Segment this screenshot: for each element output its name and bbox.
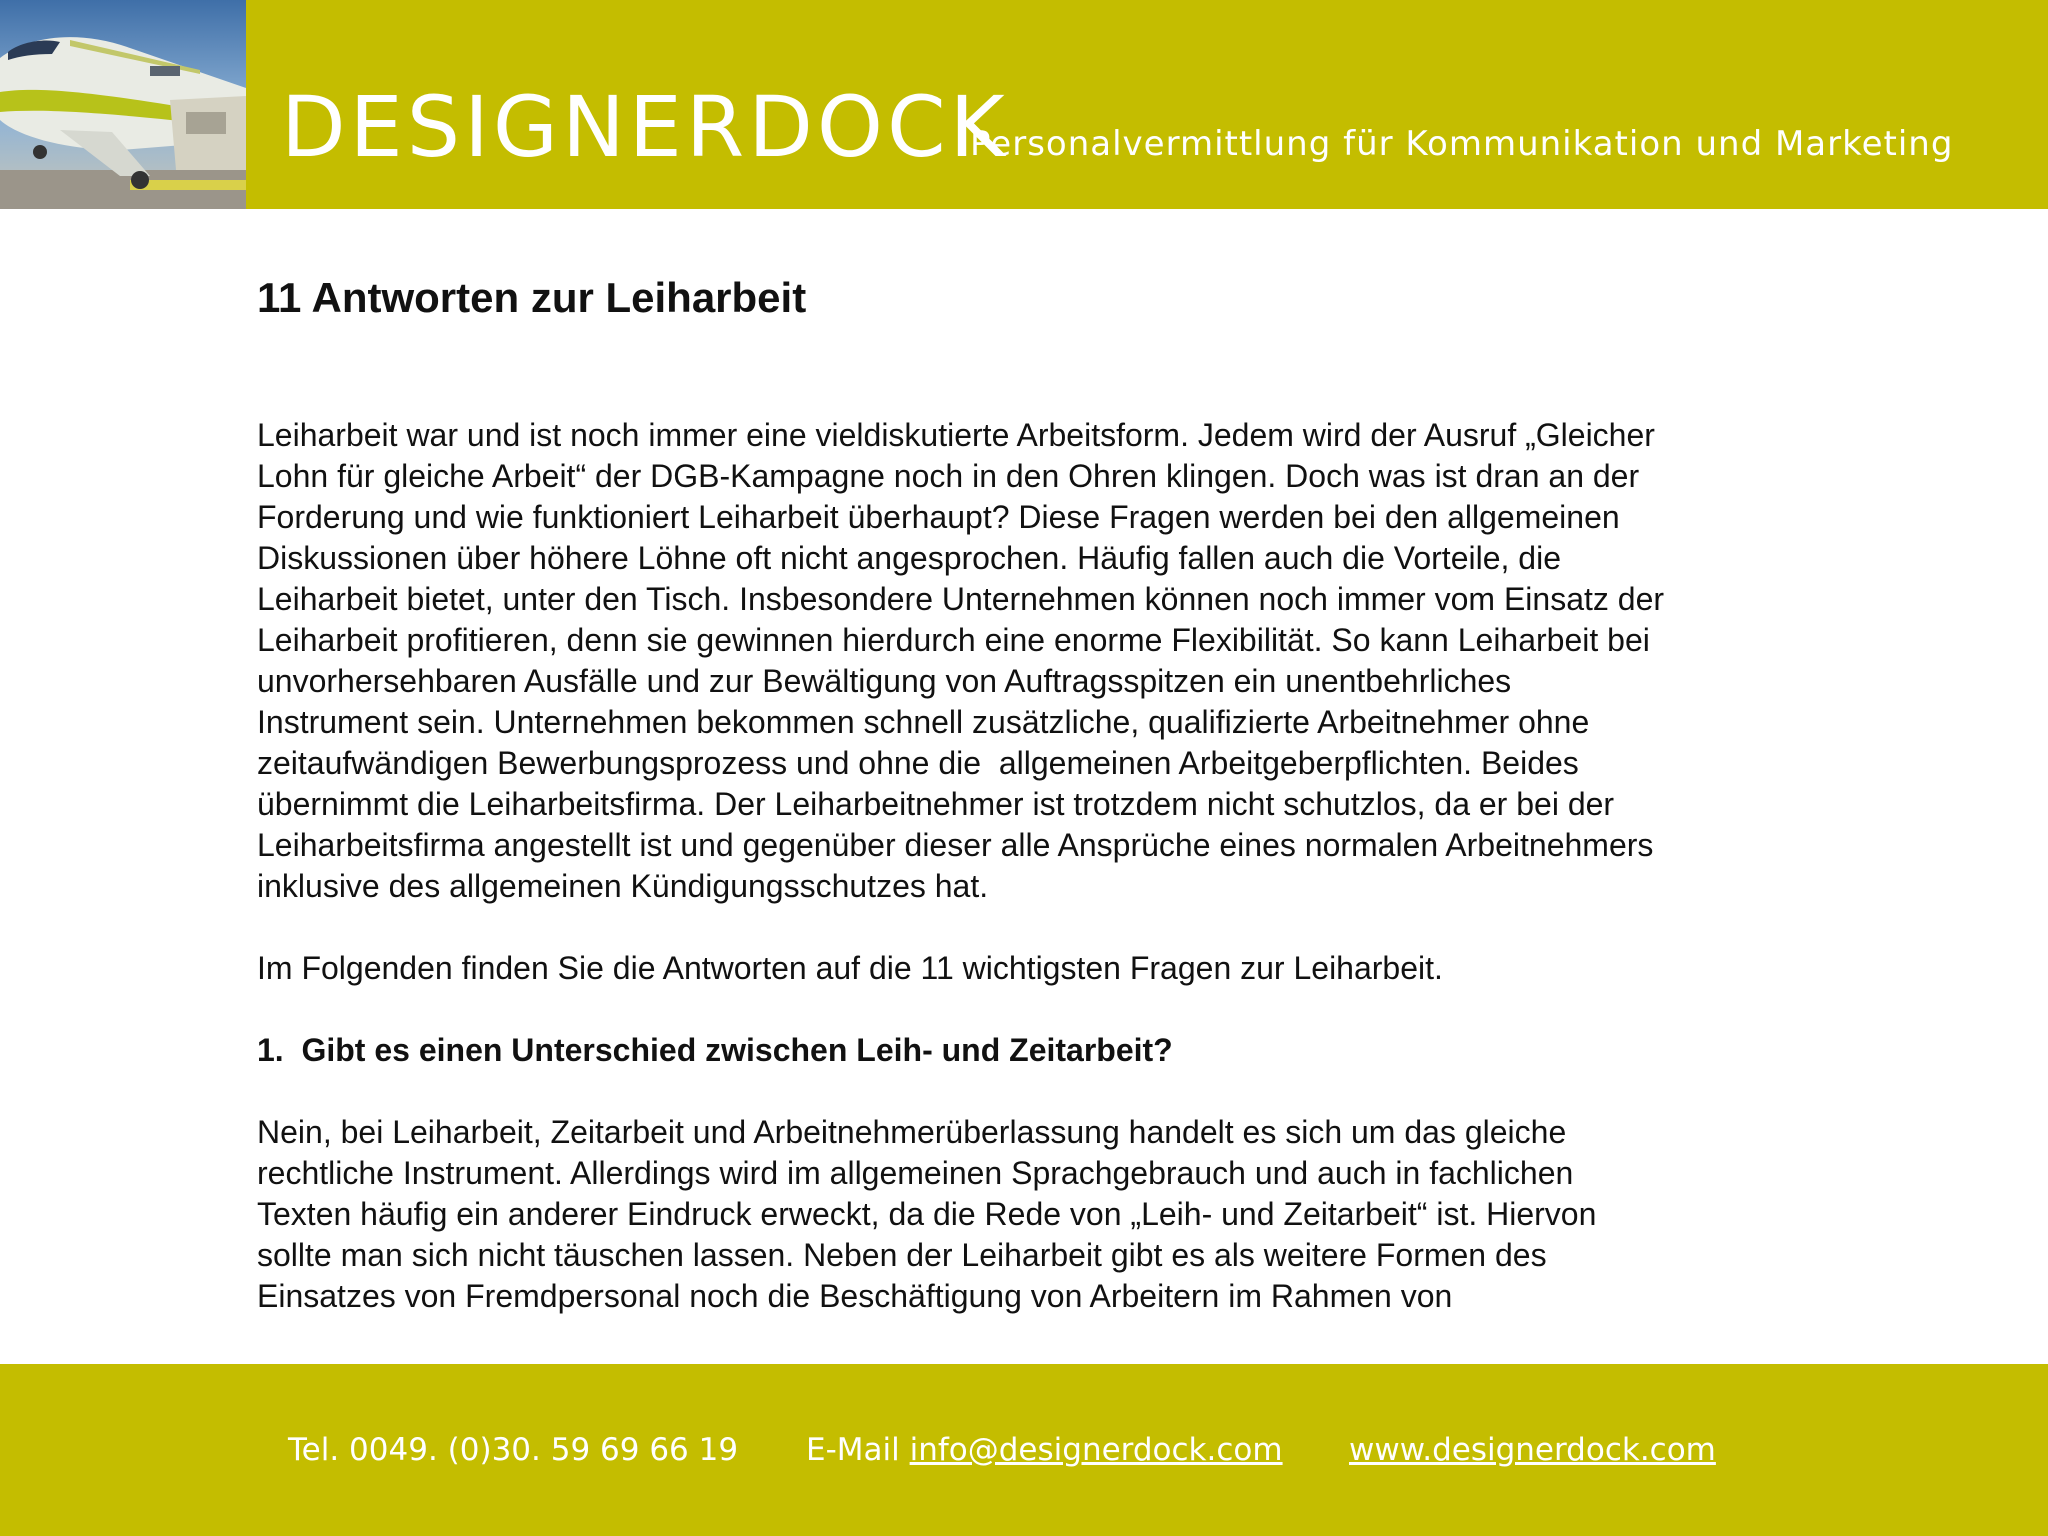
airplane-logo-image	[0, 0, 246, 209]
question-text: Gibt es einen Unterschied zwischen Leih- und Zeitarbeit?	[301, 1032, 1173, 1068]
document-title: 11 Antworten zur Leiharbeit	[257, 274, 807, 321]
question-heading	[257, 1030, 1917, 1071]
paragraph-line: Lohn für gleiche Arbeit“ der DGB-Kampagne noch in den Ohren klingen. Doch was ist dran an der	[257, 458, 1640, 494]
answer-paragraph	[257, 1112, 1917, 1317]
paragraph-line: rechtliche Instrument. Allerdings wird im allgemeinen Sprachgebrauch und auch in fachlichen	[257, 1155, 1574, 1191]
paragraph-line: übernimmt die Leiharbeitsfirma. Der Leiharbeitnehmer ist trotzdem nicht schutzlos, da er bei der	[257, 786, 1615, 822]
footer-phone: Tel. 0049. (0)30. 59 69 66 19	[288, 1432, 739, 1468]
paragraph-line: Nein, bei Leiharbeit, Zeitarbeit und Arbeitnehmerüberlassung handelt es sich um das gleiche	[257, 1114, 1567, 1150]
paragraph-line: Instrument sein. Unternehmen bekommen schnell zusätzliche, qualifizierte Arbeitnehmer ohne	[257, 704, 1590, 740]
paragraph-line: Leiharbeit war und ist noch immer eine vieldiskutierte Arbeitsform. Jedem wird der Ausruf „Gleicher	[257, 417, 1655, 453]
footer-website	[1349, 1430, 1716, 1470]
paragraph-line: Diskussionen über höhere Löhne oft nicht angesprochen. Häufig fallen auch die Vorteile, die	[257, 540, 1561, 576]
footer-email-label: E-Mail	[806, 1432, 900, 1468]
page-header	[0, 0, 2048, 209]
document-body	[257, 415, 1917, 1317]
footer-email-link[interactable]: info@designerdock.com	[909, 1432, 1283, 1468]
paragraph-line: unvorhersehbaren Ausfälle und zur Bewältigung von Auftragsspitzen ein unentbehrliches	[257, 663, 1512, 699]
brand-logo-text: DESIGNERDOCK	[281, 78, 1009, 176]
brand-tagline: Personalvermittlung für Kommunikation und Marketing	[970, 124, 1954, 164]
paragraph-line: inklusive des allgemeinen Kündigungsschutzes hat.	[257, 868, 989, 904]
paragraph-line: Leiharbeit bietet, unter den Tisch. Insbesondere Unternehmen können noch immer vom Einsatz der	[257, 581, 1665, 617]
question-number: 1.	[257, 1032, 284, 1068]
paragraph-spacer	[257, 1071, 1917, 1112]
paragraph-line: Leiharbeit profitieren, denn sie gewinnen hierdurch eine enorme Flexibilität. So kann Leiharbeit bei	[257, 622, 1650, 658]
paragraph-line: Forderung und wie funktioniert Leiharbeit überhaupt? Diese Fragen werden bei den allgemeinen	[257, 499, 1620, 535]
paragraph-line: Leiharbeitsfirma angestellt ist und gegenüber dieser alle Ansprüche eines normalen Arbeitnehmers	[257, 827, 1654, 863]
lead-in-paragraph: Im Folgenden finden Sie die Antworten auf die 11 wichtigsten Fragen zur Leiharbeit.	[257, 950, 1443, 986]
paragraph-spacer	[257, 907, 1917, 948]
paragraph-line: zeitaufwändigen Bewerbungsprozess und ohne die allgemeinen Arbeitgeberpflichten. Beides	[257, 745, 1579, 781]
footer-email	[806, 1430, 1283, 1470]
paragraph-line: Texten häufig ein anderer Eindruck erweckt, da die Rede von „Leih- und Zeitarbeit“ ist. Hiervon	[257, 1196, 1597, 1232]
paragraph-spacer	[257, 989, 1917, 1030]
paragraph-line: Einsatzes von Fremdpersonal noch die Beschäftigung von Arbeitern im Rahmen von	[257, 1278, 1453, 1314]
paragraph-line: sollte man sich nicht täuschen lassen. Neben der Leiharbeit gibt es als weitere Formen des	[257, 1237, 1547, 1273]
footer-website-link[interactable]: www.designerdock.com	[1349, 1432, 1716, 1468]
intro-paragraph	[257, 415, 1917, 907]
